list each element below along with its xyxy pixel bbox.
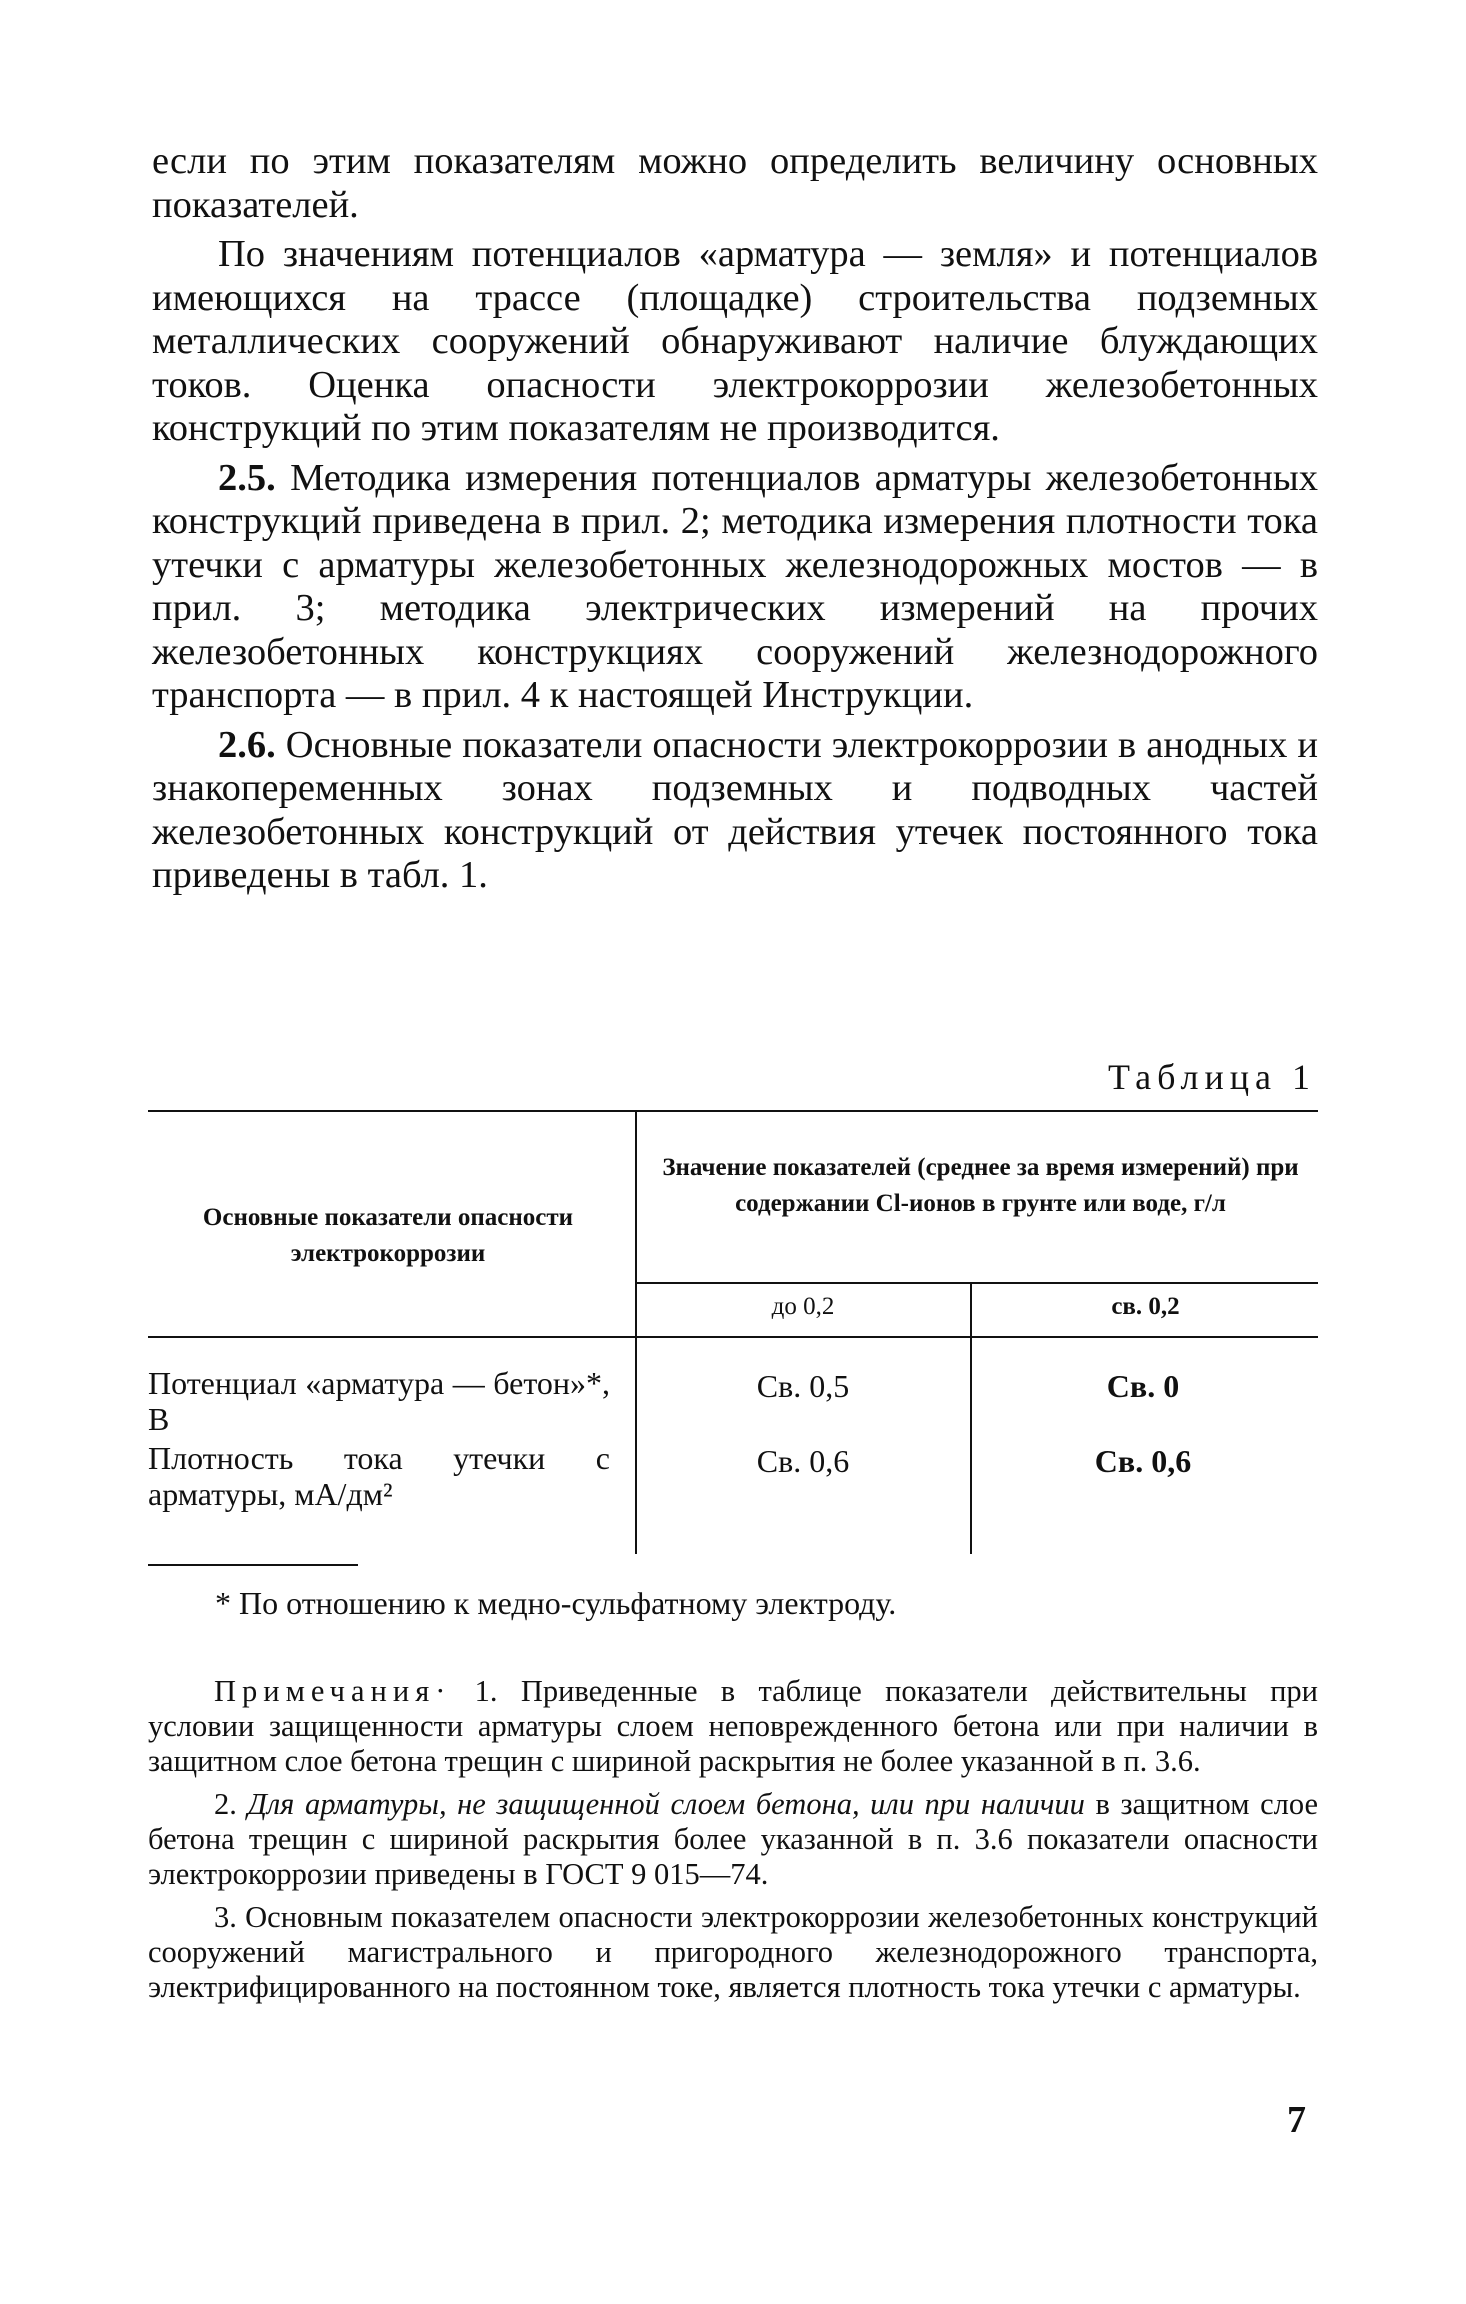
table-subheader-high: св. 0,2 xyxy=(1111,1293,1180,1320)
table-row-label-potential: Потенциал «арматура — бетон»*, В xyxy=(148,1365,610,1437)
table-subcol-divider xyxy=(970,1282,972,1554)
table-header-values: Значение показателей (среднее за время измерений) при содержании Cl-ионов в грунте или воде, г/л xyxy=(662,1154,1299,1217)
table-footnote: * По отношению к медно-сульфатному электроду. xyxy=(215,1585,897,1621)
body-text xyxy=(152,140,1318,904)
table-header-indicators: Основные показатели опасности электрокоррозии xyxy=(202,1204,574,1267)
paragraph-2-6 xyxy=(152,724,1318,898)
note-2-text: в защитном слое бетона трещин с шириной раскрытия более указанной в п. 3.6 показатели опасности электрокоррозии приведены в ГОСТ 9 015—74. xyxy=(148,1787,1319,1891)
table-cell-density-high: Св. 0,6 xyxy=(1094,1443,1192,1479)
section-number-2-6: 2.6. xyxy=(218,723,276,766)
table-cell-potential-high: Св. 0 xyxy=(1106,1368,1180,1404)
paragraph-1: если по этим показателям можно определить величину основных показателей. xyxy=(152,140,1318,226)
section-number-2-5: 2.5. xyxy=(218,456,276,499)
note-3: 3. Основным показателем опасности электрокоррозии железобетонных конструкций сооружений магистрального и пригородного железнодорожного транспорта, электрифицированного на постоянном токе, является плотность тока утечки с арматуры. xyxy=(148,1900,1318,2004)
table-1 xyxy=(148,1110,1318,1560)
note-1-text: 1. Приведенные в таблице показатели действительны при условии защищенности арматуры слоем неповрежденного бетона или при наличии в защитном слое бетона трещин с шириной раскрытия не более указанной в п. 3.6. xyxy=(148,1674,1318,1778)
notes-title: Примечания· xyxy=(214,1674,452,1708)
page-number: 7 xyxy=(1287,2099,1306,2141)
table-cell-potential-low: Св. 0,5 xyxy=(756,1368,850,1404)
note-2-number: 2. xyxy=(214,1787,237,1821)
paragraph-2-5 xyxy=(152,457,1318,718)
paragraph-2: По значениям потенциалов «арматура — земля» и потенциалов имеющихся на трассе (площадке) строительства подземных металлических сооружений обнаруживают наличие блуждающих токов. Оценка опасности электрокоррозии железобетонных конструкций по этим показателям не производится. xyxy=(152,233,1318,449)
paragraph-2-5-text: Методика измерения потенциалов арматуры железобетонных конструкций приведена в прил. 2; методика измерения плотности тока утечки с арматуры железобетонных железнодорожных мостов — в прил. 3; методика электрических измерений на прочих железобетонных конструкциях сооружений железнодорожного транспорта — в прил. 4 к настоящей Инструкции. xyxy=(152,456,1318,716)
paragraph-2-6-text: Основные показатели опасности электрокоррозии в анодных и знакопеременных зонах подземных и подводных частей железобетонных конструкций от действия утечек постоянного тока приведены в табл. 1. xyxy=(152,723,1318,896)
table-top-rule xyxy=(148,1110,1318,1112)
footnote-rule xyxy=(148,1564,358,1566)
table-col-divider xyxy=(635,1110,637,1554)
note-1 xyxy=(148,1674,1318,1779)
note-2 xyxy=(148,1787,1318,1892)
table-caption: Таблица 1 xyxy=(1108,1057,1316,1097)
table-header-rule xyxy=(148,1336,1318,1338)
note-2-italic: Для арматуры, не защищенной слоем бетона, или при наличии xyxy=(247,1787,1085,1821)
table-cell-density-low: Св. 0,6 xyxy=(756,1443,850,1479)
notes xyxy=(148,1674,1318,2013)
table-row-label-current-density: Плотность тока утечки с арматуры, мА/дм² xyxy=(148,1440,610,1512)
table-subheader-rule xyxy=(635,1282,1318,1284)
table-subheader-low: до 0,2 xyxy=(771,1293,835,1320)
